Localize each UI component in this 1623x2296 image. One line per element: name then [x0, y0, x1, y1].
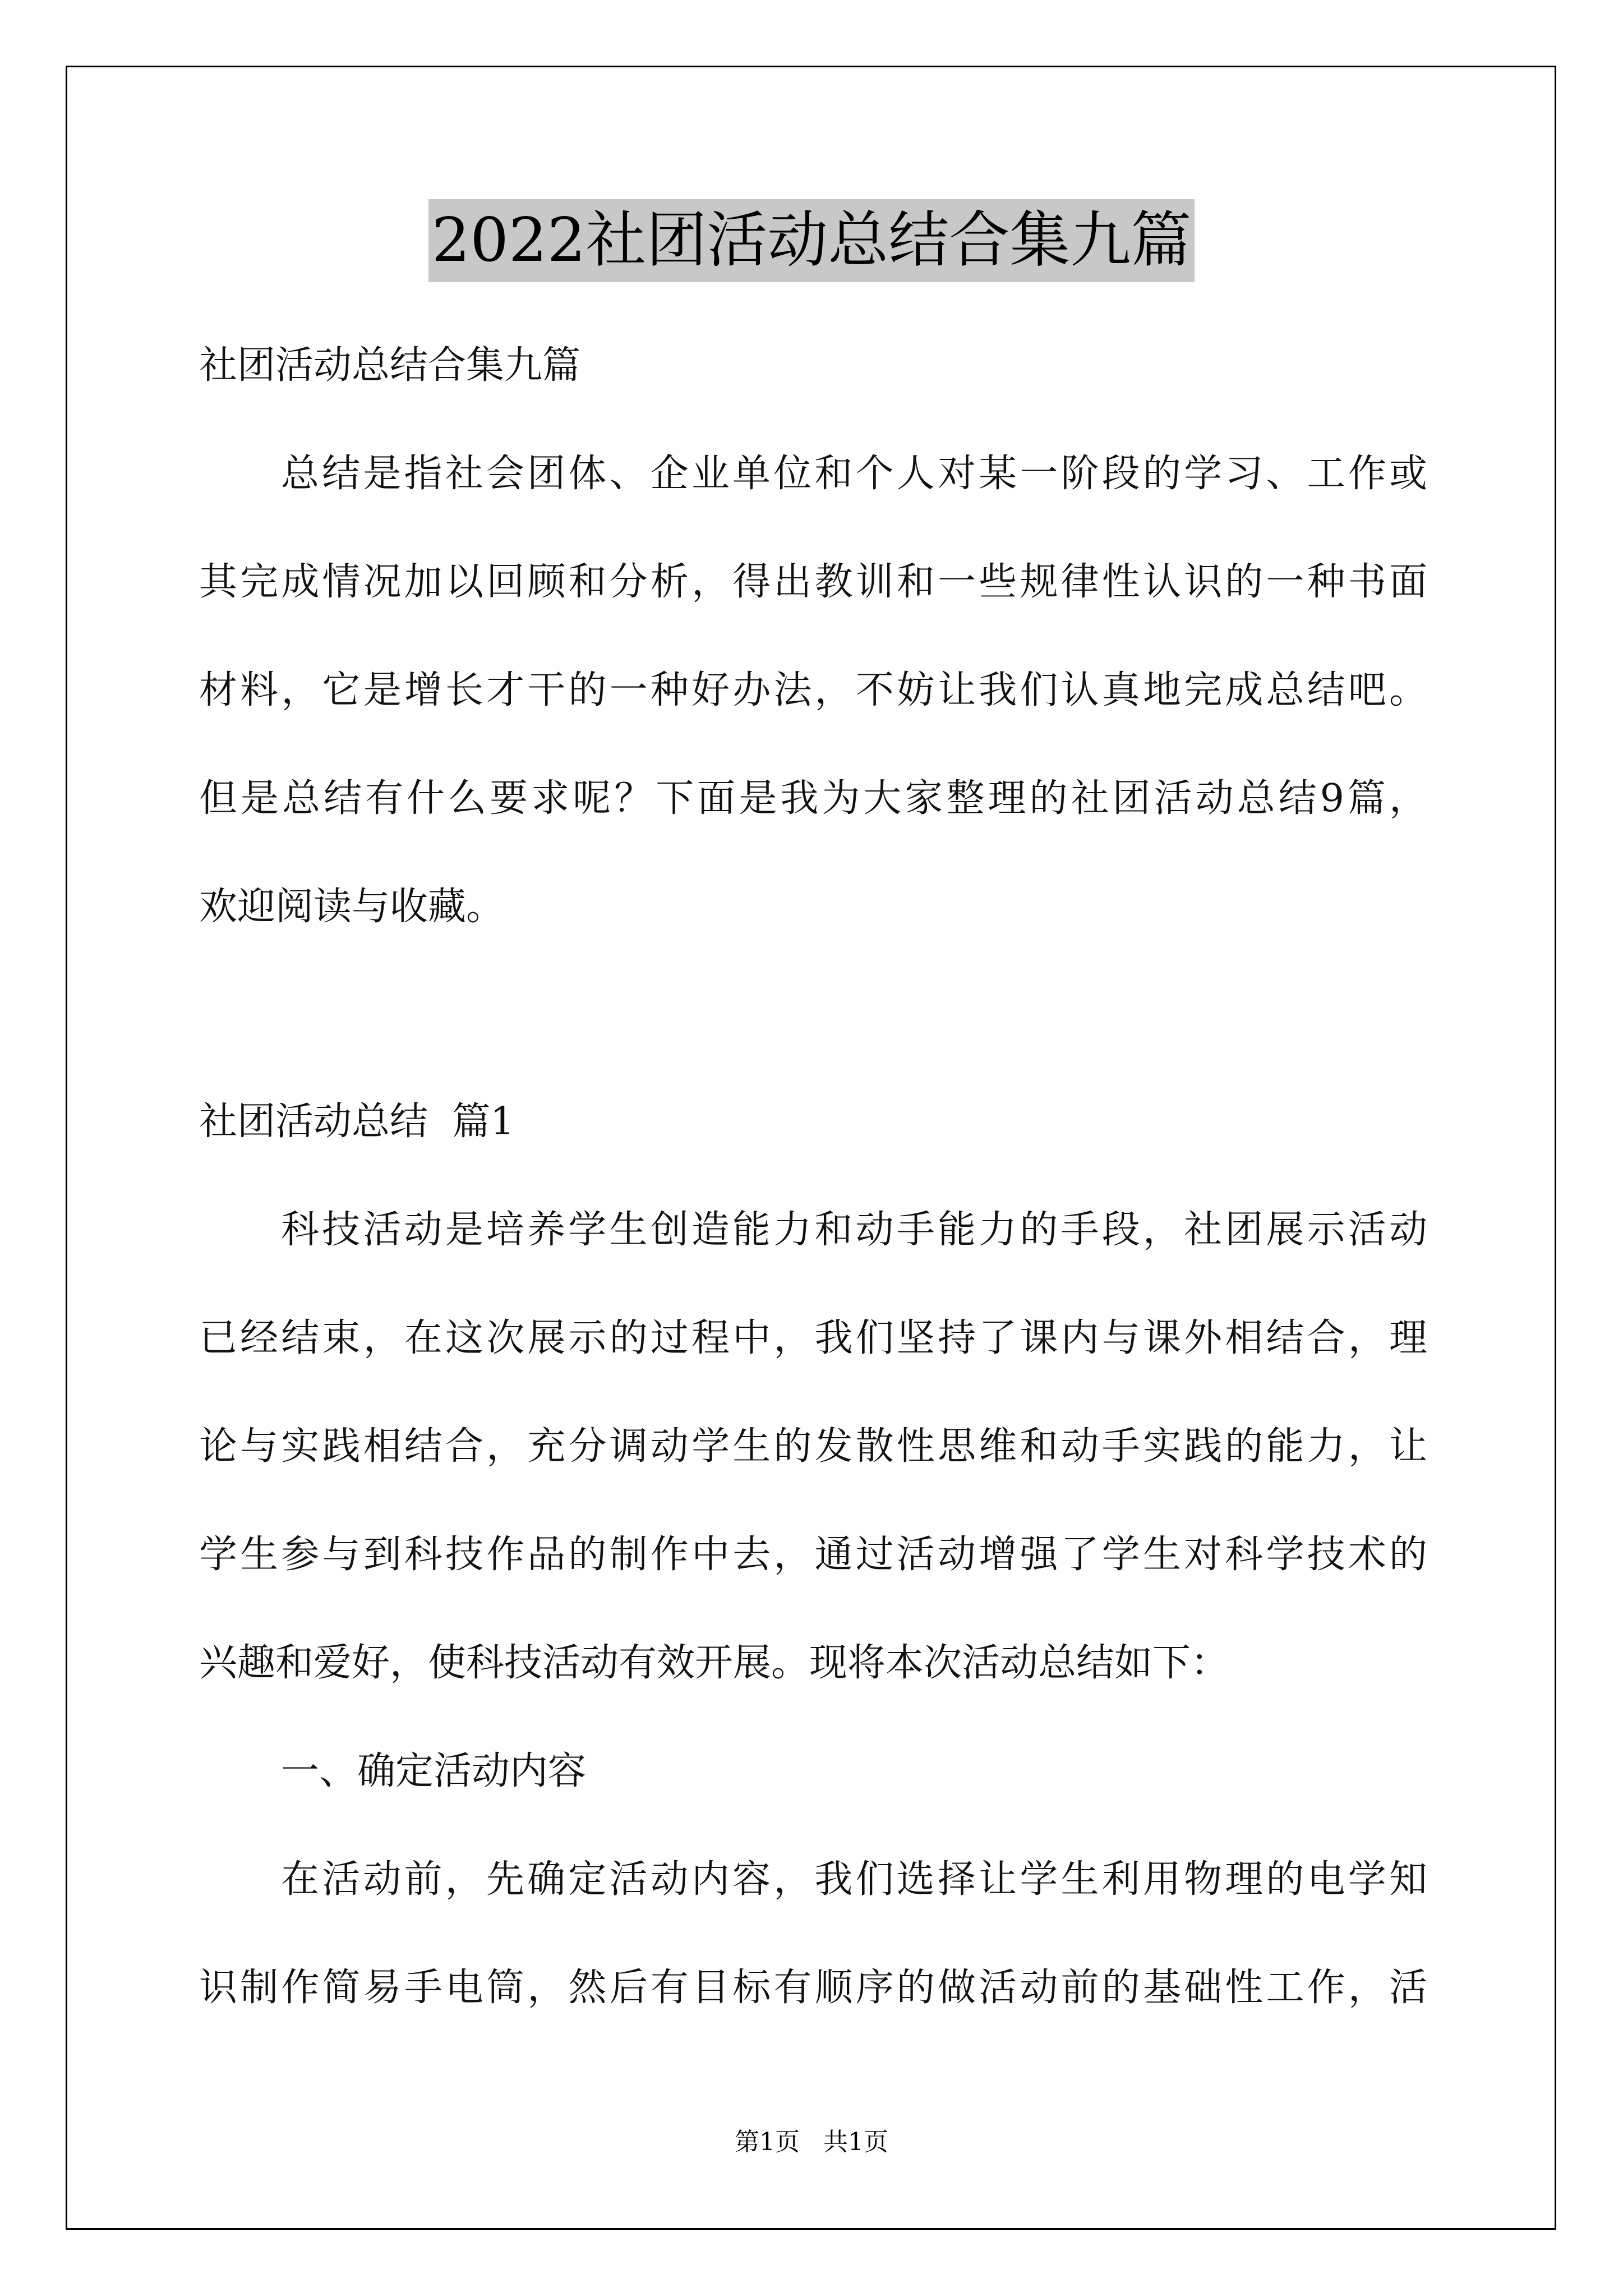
- title-container: [0, 199, 1623, 282]
- text-line: 欢迎阅读与收藏。: [199, 885, 505, 929]
- section-heading: 社团活动总结 篇1: [199, 1099, 515, 1144]
- text-line: 已经结束，在这次展示的过程中，我们坚持了课内与课外相结合，理: [199, 1316, 1427, 1360]
- subheading: 一、确定活动内容: [281, 1749, 587, 1793]
- section-paragraph: [199, 1176, 1427, 1717]
- text-line: 材料，它是增长才干的一种好办法，不妨让我们认真地完成总结吧。: [199, 668, 1427, 712]
- document-title: 2022社团活动总结合集九篇: [428, 199, 1195, 282]
- document-subtitle: 社团活动总结合集九篇: [199, 343, 581, 388]
- intro-paragraph: [199, 420, 1427, 961]
- page-footer: 第1页 共1页: [735, 2128, 888, 2156]
- paragraph-gap: [199, 961, 1427, 1068]
- text-line: 总结是指社会团体、企业单位和个人对某一阶段的学习、工作或: [281, 452, 1427, 496]
- text-line: 在活动前，先确定活动内容，我们选择让学生利用物理的电学知: [281, 1857, 1427, 1902]
- text-line: 识制作简易手电筒，然后有目标有顺序的做活动前的基础性工作，活: [199, 1966, 1427, 2010]
- text-line: 其完成情况加以回顾和分析，得出教训和一些规律性认识的一种书面: [199, 560, 1427, 604]
- text-line: 但是总结有什么要求呢？下面是我为大家整理的社团活动总结9篇，: [199, 776, 1427, 821]
- text-line: 学生参与到科技作品的制作中去，通过活动增强了学生对科学技术的: [199, 1533, 1427, 1577]
- text-line: 兴趣和爱好，使科技活动有效开展。现将本次活动总结如下：: [199, 1641, 1229, 1685]
- content-paragraph: [199, 1825, 1427, 2042]
- text-line: 科技活动是培养学生创造能力和动手能力的手段，社团展示活动: [281, 1208, 1427, 1252]
- document-body: [199, 311, 1427, 2042]
- text-line: 论与实践相结合，充分调动学生的发散性思维和动手实践的能力，让: [199, 1424, 1427, 1469]
